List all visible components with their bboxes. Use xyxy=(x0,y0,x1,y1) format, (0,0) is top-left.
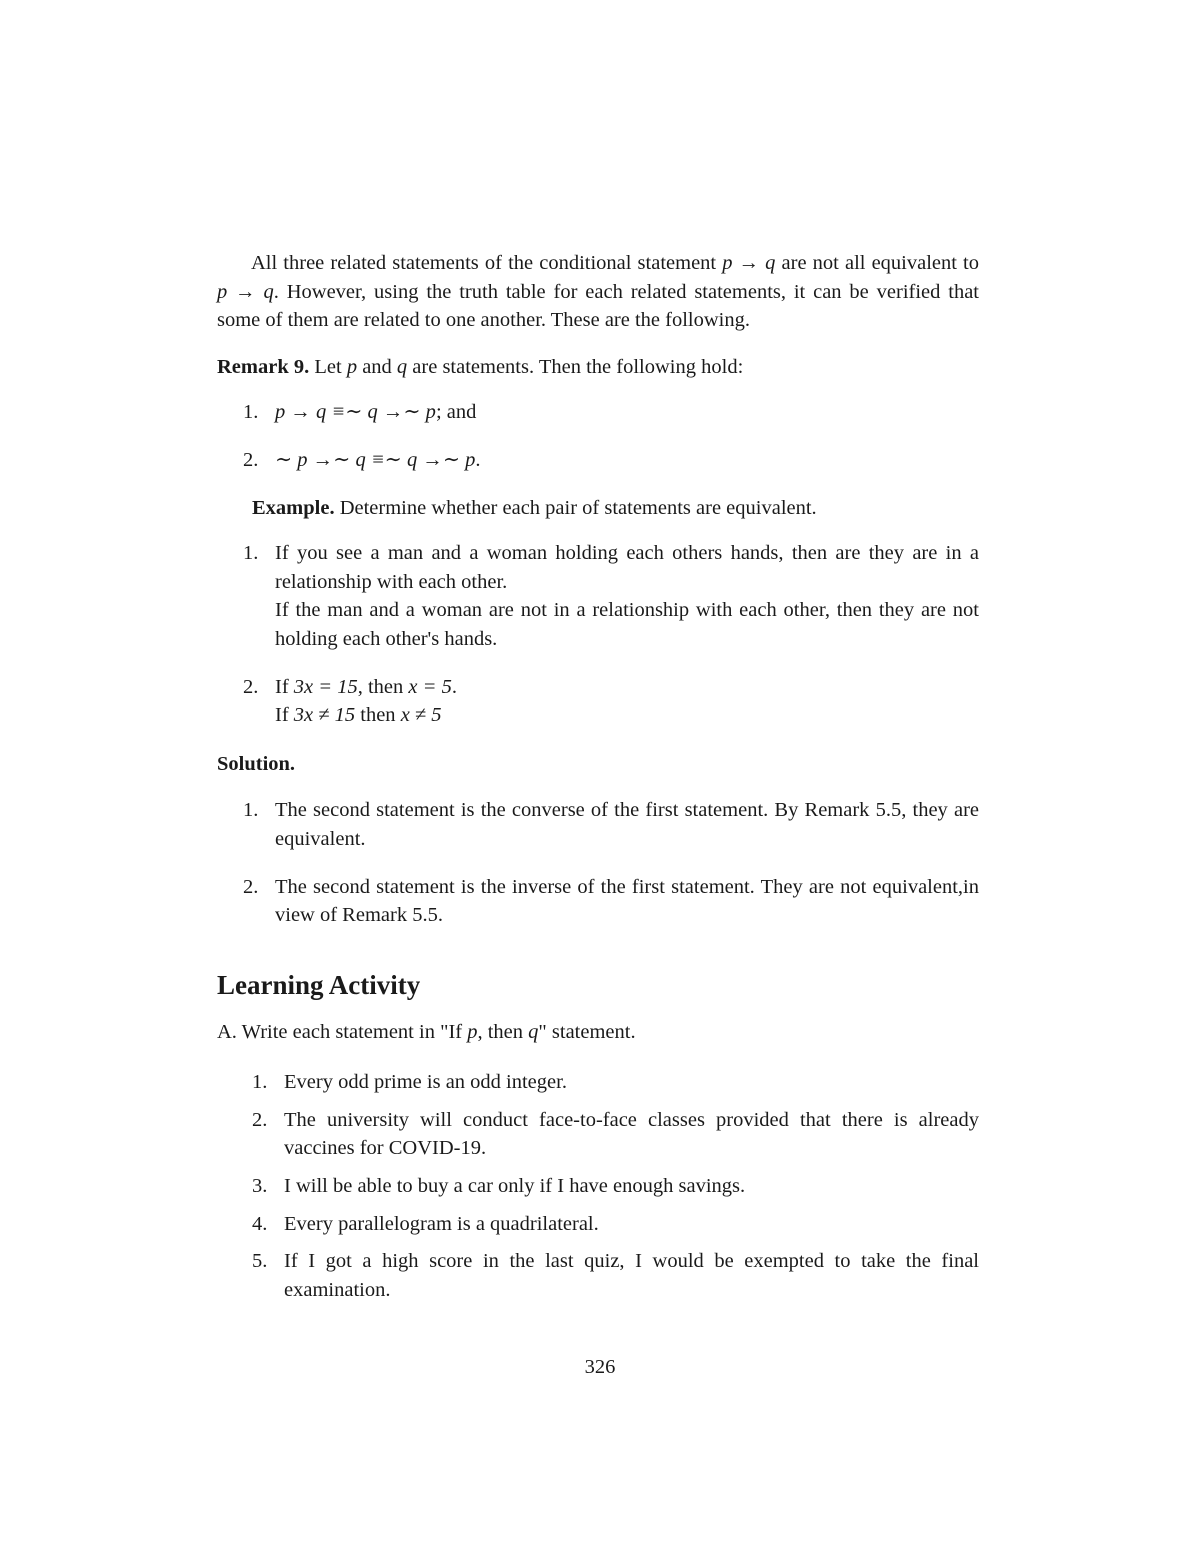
page-body xyxy=(217,249,979,1304)
activity-text: Every parallelogram is a quadrilateral. xyxy=(284,1212,599,1235)
item-number: 2. xyxy=(243,675,259,698)
example-paragraph xyxy=(217,494,979,523)
remark-text-3: are statements. Then the following hold: xyxy=(407,355,744,378)
equation: x ≠ 5 xyxy=(400,704,442,727)
list-item xyxy=(217,1106,979,1163)
intro-text-1: All three related statements of the conditional statement xyxy=(251,252,723,274)
solution-list xyxy=(217,796,979,929)
item-number: 1. xyxy=(243,542,259,565)
intro-text-2: are not all equivalent to xyxy=(775,252,980,274)
list-item xyxy=(217,1068,979,1097)
section-title: Learning Activity xyxy=(217,969,421,1000)
intro-math-1: p → q xyxy=(722,252,776,274)
list-item xyxy=(217,1210,979,1239)
list-item xyxy=(217,398,979,427)
remark-formula-2: ∼ p →∼ q ≡∼ q →∼ p xyxy=(275,448,476,471)
example-statement-2a: If 3x = 15, then x = 5. xyxy=(275,675,457,698)
activity-text: Every odd prime is an odd integer. xyxy=(284,1071,567,1094)
page-number: 326 xyxy=(584,1356,616,1378)
remark-math-p: p xyxy=(346,355,358,378)
remark-list xyxy=(217,398,979,474)
intro-paragraph xyxy=(217,249,979,335)
remark-text-2: and xyxy=(357,355,397,378)
solution-heading: Solution. xyxy=(217,752,296,775)
activity-text: The university will conduct face-to-face classes provided that there is already vaccines for COVID-19. xyxy=(284,1108,979,1160)
item-number: 3. xyxy=(252,1175,268,1198)
remark-heading: Remark 9. xyxy=(217,355,310,378)
equation: 3x ≠ 15 xyxy=(293,704,356,727)
item-tail: . xyxy=(475,448,481,471)
item-number: 1. xyxy=(243,401,259,424)
solution-text: The second statement is the inverse of the first statement. They are not equivalent,in view of Remark 5.5. xyxy=(275,875,979,927)
item-number: 5. xyxy=(252,1250,268,1273)
example-heading: Example. xyxy=(252,496,335,519)
example-statement-1a: If you see a man and a woman holding each others hands, then are they are in a relationship with each other. xyxy=(275,542,979,593)
equation: 3x = 15 xyxy=(293,675,358,698)
activity-text: I will be able to buy a car only if I have enough savings. xyxy=(284,1175,746,1198)
list-item xyxy=(217,1172,979,1201)
list-item xyxy=(217,1247,979,1304)
example-statement-1b: If the man and a woman are not in a relationship with each other, then they are not holding each other's hands. xyxy=(275,599,979,650)
activity-list xyxy=(217,1068,979,1304)
item-number: 1. xyxy=(252,1071,268,1094)
remark-text-1: Let xyxy=(309,355,347,378)
item-number: 2. xyxy=(252,1108,268,1131)
list-item xyxy=(217,673,979,730)
solution-text: The second statement is the converse of the first statement. By Remark 5.5, they are equivalent. xyxy=(275,799,979,850)
equation: x = 5 xyxy=(408,675,452,698)
intro-text-3: . However, using the truth table for each related statements, it can be verified that some of them are related to one another. These are the following. xyxy=(217,280,979,332)
example-statement-2b: If 3x ≠ 15 then x ≠ 5 xyxy=(275,704,442,727)
activity-instruction: A. Write each statement in "If p, then q" statement. xyxy=(217,1020,636,1043)
list-item xyxy=(217,446,979,475)
item-tail: ; and xyxy=(435,401,477,424)
intro-math-2: p → q xyxy=(217,280,274,303)
example-text: Determine whether each pair of statements are equivalent. xyxy=(334,496,817,519)
activity-text: If I got a high score in the last quiz, I would be exempted to take the final examination. xyxy=(284,1250,979,1301)
remark-math-q: q xyxy=(396,355,408,378)
item-number: 4. xyxy=(252,1212,268,1235)
solution-heading-paragraph xyxy=(217,750,979,779)
item-number: 2. xyxy=(243,875,259,898)
list-item xyxy=(217,539,979,653)
list-item xyxy=(217,873,979,930)
item-number: 2. xyxy=(243,448,259,471)
remark-formula-1: p → q ≡∼ q →∼ p xyxy=(275,401,436,424)
item-number: 1. xyxy=(243,799,259,822)
example-list xyxy=(217,539,979,730)
remark-paragraph xyxy=(217,353,979,382)
list-item xyxy=(217,796,979,853)
